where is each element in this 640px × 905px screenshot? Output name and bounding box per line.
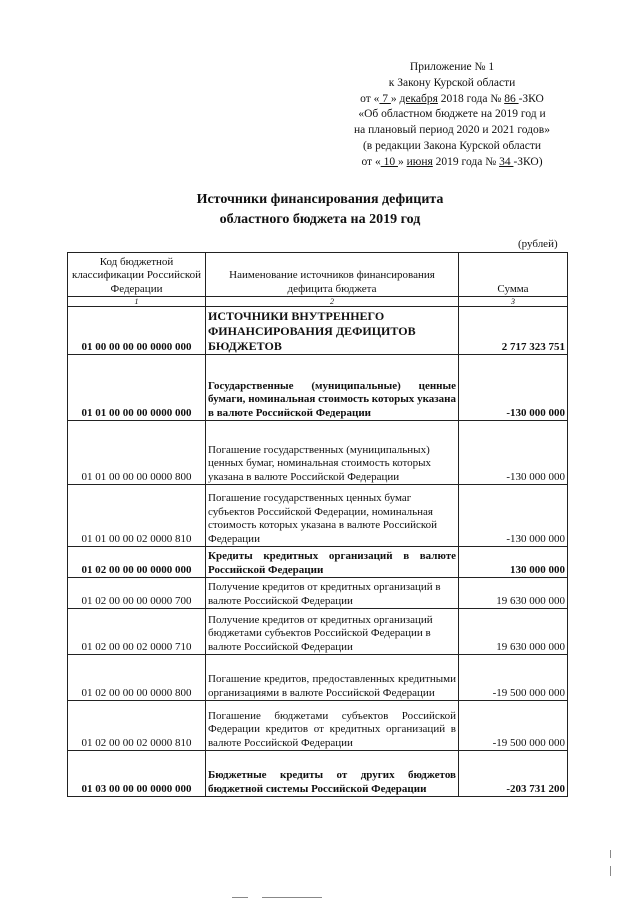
annex-edition-date: от « 10 » июня 2019 года № 34 -ЗКО) bbox=[361, 155, 543, 168]
row-name: Погашение государственных ценных бумаг субъектов Российской Федерации, номинальная стоимость которых указана в валюте Российской Федерации bbox=[206, 485, 459, 547]
col-number: 1 bbox=[68, 297, 206, 307]
row-code: 01 02 00 00 02 0000 810 bbox=[68, 701, 206, 751]
table-row bbox=[68, 751, 568, 797]
row-code: 01 01 00 00 00 0000 800 bbox=[68, 421, 206, 485]
title-line-2: областного бюджета на 2019 год bbox=[219, 212, 421, 227]
row-code: 01 02 00 00 00 0000 000 bbox=[68, 547, 206, 578]
table-row bbox=[68, 355, 568, 421]
row-amount: -19 500 000 000 bbox=[459, 701, 568, 751]
row-amount: -130 000 000 bbox=[459, 421, 568, 485]
currency-unit: (рублей) bbox=[518, 238, 558, 250]
row-amount: 19 630 000 000 bbox=[459, 578, 568, 609]
document-title bbox=[150, 190, 490, 230]
table-row bbox=[68, 485, 568, 547]
table-row bbox=[68, 701, 568, 751]
header-name: Наименование источников финансирования дефицита бюджета bbox=[206, 253, 459, 297]
scan-mark bbox=[232, 897, 248, 898]
table-row bbox=[68, 307, 568, 355]
col-number: 3 bbox=[459, 297, 568, 307]
row-amount: -130 000 000 bbox=[459, 355, 568, 421]
row-amount: -19 500 000 000 bbox=[459, 655, 568, 701]
scan-mark bbox=[610, 850, 611, 858]
annex-law-ref: к Закону Курской области bbox=[388, 76, 516, 89]
financing-sources-table bbox=[67, 252, 568, 797]
table-row bbox=[68, 421, 568, 485]
annex-edition: (в редакции Закона Курской области bbox=[362, 139, 542, 152]
scan-mark bbox=[610, 866, 611, 876]
col-number: 2 bbox=[206, 297, 459, 307]
row-code: 01 02 00 00 00 0000 700 bbox=[68, 578, 206, 609]
table-row bbox=[68, 655, 568, 701]
row-name: Погашение кредитов, предоставленных кредитными организациями в валюте Российской Федерации bbox=[206, 655, 459, 701]
title-line-1: Источники финансирования дефицита bbox=[196, 192, 444, 207]
row-name: Кредиты кредитных организаций в валюте Российской Федерации bbox=[206, 547, 459, 578]
row-amount: 130 000 000 bbox=[459, 547, 568, 578]
row-code: 01 00 00 00 00 0000 000 bbox=[68, 307, 206, 355]
table-row bbox=[68, 547, 568, 578]
row-amount: -203 731 200 bbox=[459, 751, 568, 797]
annex-law-name-1: «Об областном бюджете на 2019 год и bbox=[358, 108, 546, 121]
scan-mark bbox=[262, 897, 322, 898]
row-name: Получение кредитов от кредитных организаций бюджетами субъектов Российской Федерации в валюте Российской Федерации bbox=[206, 609, 459, 655]
row-name: Получение кредитов от кредитных организаций в валюте Российской Федерации bbox=[206, 578, 459, 609]
header-code: Код бюджетной классификации Российской Федерации bbox=[68, 253, 206, 297]
annex-law-name-2: на плановый период 2020 и 2021 годов» bbox=[354, 124, 550, 137]
row-amount: 2 717 323 751 bbox=[459, 307, 568, 355]
row-code: 01 01 00 00 00 0000 000 bbox=[68, 355, 206, 421]
table-row bbox=[68, 578, 568, 609]
row-name: Государственные (муниципальные) ценные бумаги, номинальная стоимость которых указана в валюте Российской Федерации bbox=[206, 355, 459, 421]
row-code: 01 01 00 00 02 0000 810 bbox=[68, 485, 206, 547]
annex-title: Приложение № 1 bbox=[409, 61, 495, 73]
row-name: ИСТОЧНИКИ ВНУТРЕННЕГО ФИНАНСИРОВАНИЯ ДЕФИЦИТОВ БЮДЖЕТОВ bbox=[206, 307, 459, 355]
annex-law-date: от « 7 » декабря 2018 года № 86 -ЗКО bbox=[360, 92, 544, 105]
row-name: Погашение государственных (муниципальных) ценных бумаг, номинальная стоимость которых указана в валюте Российской Федерации bbox=[206, 421, 459, 485]
row-amount: -130 000 000 bbox=[459, 485, 568, 547]
row-name: Бюджетные кредиты от других бюджетов бюджетной системы Российской Федерации bbox=[206, 751, 459, 797]
header-amount: Сумма bbox=[459, 253, 568, 297]
row-code: 01 03 00 00 00 0000 000 bbox=[68, 751, 206, 797]
row-code: 01 02 00 00 00 0000 800 bbox=[68, 655, 206, 701]
row-name: Погашение бюджетами субъектов Российской Федерации кредитов от кредитных организаций в валюте Российской Федерации bbox=[206, 701, 459, 751]
annex-header bbox=[302, 60, 602, 171]
row-code: 01 02 00 00 02 0000 710 bbox=[68, 609, 206, 655]
row-amount: 19 630 000 000 bbox=[459, 609, 568, 655]
table-row bbox=[68, 609, 568, 655]
